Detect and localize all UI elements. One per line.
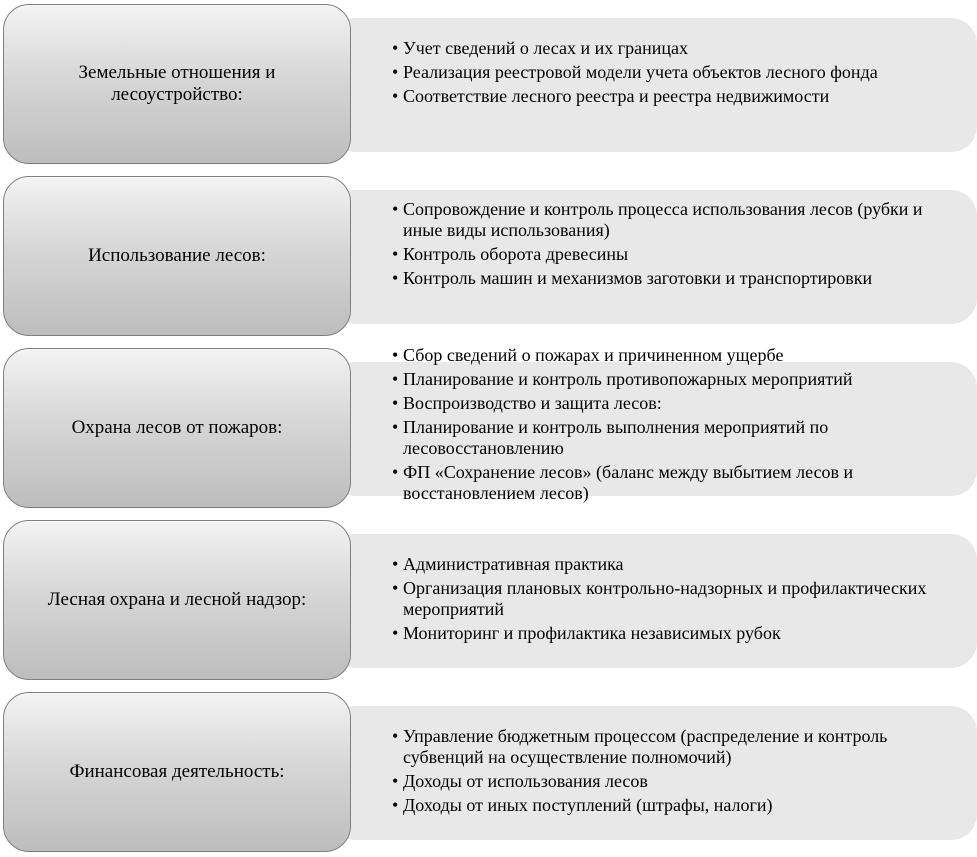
list-item: • Доходы от использования лесов <box>392 771 648 791</box>
category-box <box>3 4 351 164</box>
category-title: Лесная охрана и лесной надзор: <box>47 589 307 610</box>
category-title: Финансовая деятельность: <box>69 761 285 782</box>
category-title: Охрана лесов от пожаров: <box>71 417 283 438</box>
category-box <box>3 520 351 680</box>
list-item: • Учет сведений о лесах и их границах <box>392 38 688 58</box>
list-item: • Организация плановых контрольно-надзорных и профилактических мероприятий <box>392 578 927 619</box>
list-item: • Воспроизводство и защита лесов: <box>392 393 662 413</box>
list-item: • Контроль машин и механизмов заготовки и транспортировки <box>392 268 873 288</box>
section-fire-protection <box>0 345 977 510</box>
section-finance <box>0 692 977 854</box>
list-item: • Управление бюджетным процессом (распределение и контроль субвенций на осуществление полномочий) <box>392 726 888 767</box>
bullet-list <box>392 38 963 110</box>
section-forest-guard <box>0 520 977 682</box>
list-item: • Контроль оборота древесины <box>392 244 629 264</box>
list-item: • Административная практика <box>392 554 624 574</box>
section-land-relations <box>0 4 977 166</box>
category-box <box>3 348 351 508</box>
list-item: • Доходы от иных поступлений (штрафы, налоги) <box>392 795 773 815</box>
list-item: • Сбор сведений о пожарах и причиненном ущербе <box>392 345 784 365</box>
bullet-list <box>392 199 963 292</box>
list-item: • ФП «Сохранение лесов» (баланс между выбытием лесов и восстановлением лесов) <box>392 462 854 503</box>
list-item: • Сопровождение и контроль процесса использования лесов (рубки и иные виды использования) <box>392 199 923 240</box>
bullet-list <box>392 554 963 647</box>
category-box <box>3 692 351 852</box>
section-forest-use <box>0 176 977 338</box>
bullet-list <box>392 726 963 819</box>
list-item: • Планирование и контроль выполнения мероприятий по лесовосстановлению <box>392 417 829 458</box>
list-item: • Реализация реестровой модели учета объектов лесного фонда <box>392 62 878 82</box>
category-title: Использование лесов: <box>88 245 266 266</box>
list-item: • Мониторинг и профилактика независимых рубок <box>392 623 781 643</box>
bullet-list <box>392 345 963 507</box>
list-item: • Планирование и контроль противопожарных мероприятий <box>392 369 853 389</box>
list-item: • Соответствие лесного реестра и реестра недвижимости <box>392 86 830 106</box>
category-title: Земельные отношения и лесоустройство: <box>78 62 276 105</box>
category-box <box>3 176 351 336</box>
